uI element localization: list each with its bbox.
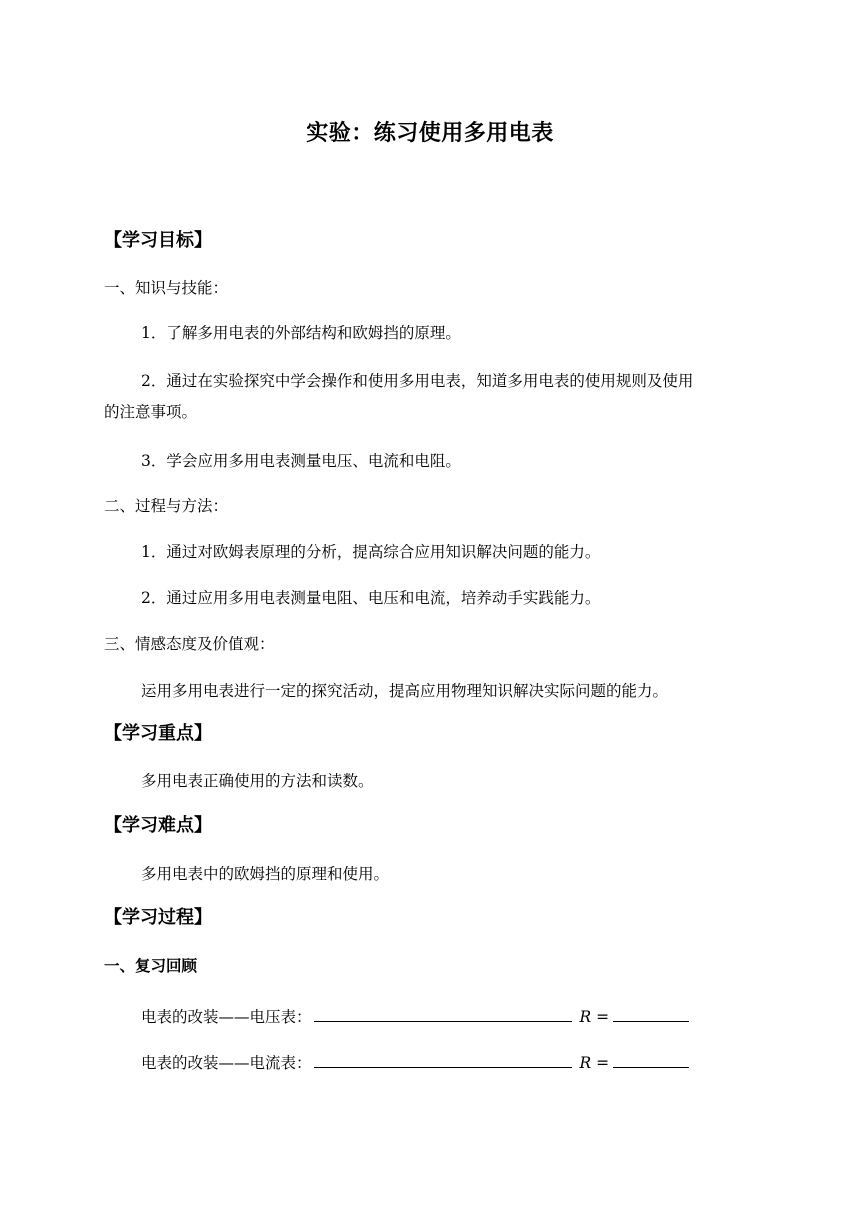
- objective-item: 运用多用电表进行一定的探究活动，提高应用物理知识解决实际问题的能力。: [141, 682, 669, 700]
- objective-item: 1．通过对欧姆表原理的分析，提高综合应用知识解决问题的能力。: [141, 543, 601, 561]
- resistance-symbol: R =: [579, 1008, 610, 1026]
- ammeter-row: [141, 1050, 689, 1074]
- difficulties-heading: 【学习难点】: [104, 815, 212, 836]
- knowledge-skills-heading: 一、知识与技能：: [104, 279, 229, 297]
- process-method-heading: 二、过程与方法：: [104, 497, 229, 515]
- attitude-values-heading: 三、情感态度及价值观：: [104, 635, 275, 653]
- resistance-symbol: R =: [579, 1054, 610, 1072]
- objective-item-continuation: 的注意事项。: [104, 403, 198, 421]
- difficulties-text: 多用电表中的欧姆挡的原理和使用。: [141, 865, 390, 883]
- key-points-heading: 【学习重点】: [104, 723, 212, 744]
- voltmeter-resistance-blank[interactable]: [613, 1004, 689, 1022]
- voltmeter-label: 电表的改装——电压表：: [141, 1008, 312, 1026]
- key-points-text: 多用电表正确使用的方法和读数。: [141, 772, 374, 790]
- objective-item: 1．了解多用电表的外部结构和欧姆挡的原理。: [141, 324, 461, 342]
- objectives-heading: 【学习目标】: [104, 230, 212, 251]
- process-heading: 【学习过程】: [104, 907, 212, 928]
- ammeter-resistance-blank[interactable]: [613, 1050, 689, 1068]
- ammeter-label: 电表的改装——电流表：: [141, 1054, 312, 1072]
- review-heading: 一、复习回顾: [104, 957, 198, 975]
- objective-item: 2．通过应用多用电表测量电阻、电压和电流，培养动手实践能力。: [141, 589, 601, 607]
- voltmeter-answer-blank[interactable]: [314, 1004, 572, 1022]
- ammeter-answer-blank[interactable]: [314, 1050, 572, 1068]
- page-title: 实验：练习使用多用电表: [306, 121, 554, 146]
- objective-item: 2．通过在实验探究中学会操作和使用多用电表，知道多用电表的使用规则及使用: [141, 372, 694, 390]
- objective-item: 3．学会应用多用电表测量电压、电流和电阻。: [141, 452, 461, 470]
- voltmeter-row: [141, 1004, 689, 1028]
